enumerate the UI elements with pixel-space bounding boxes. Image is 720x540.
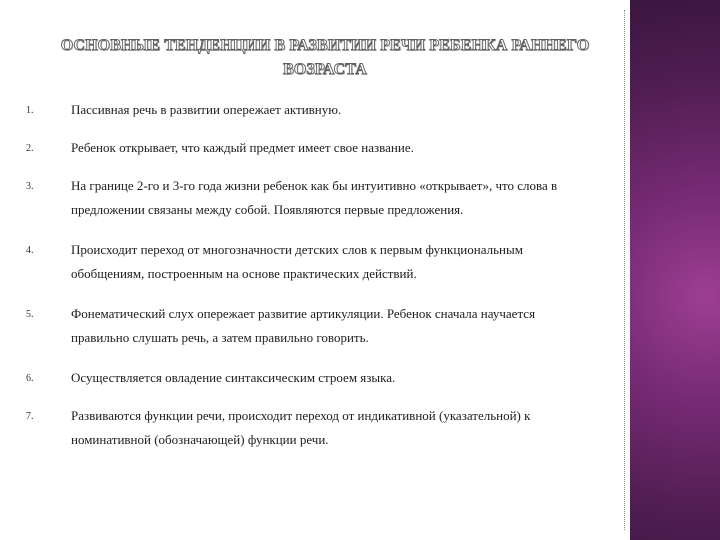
list-number-3: 3. (26, 181, 34, 192)
list-text-4: Происходит переход от многозначности детских слов к первым функциональным обобщениям, построенным на основе практических действий. (71, 242, 523, 281)
list-item-2 (26, 136, 591, 160)
list-text-6: Осуществляется овладение синтаксическим строем языка. (71, 370, 396, 385)
slide-title: ОСНОВНЫЕ ТЕНДЕНЦИИ В РАЗВИТИИ РЕЧИ РЕБЕНКА РАННЕГО ВОЗРАСТА (60, 37, 590, 78)
list-number-5: 5. (26, 309, 34, 320)
list-item-4 (26, 238, 591, 286)
dotted-divider (624, 10, 625, 530)
list-item-1 (26, 98, 591, 122)
purple-side-band (630, 0, 720, 540)
list-text-3: На границе 2-го и 3-го года жизни ребенок как бы интуитивно «открывает», что слова в предложении связаны между собой. Появляются первые предложения. (71, 178, 558, 217)
trends-list (26, 98, 591, 452)
list-item-5 (26, 302, 591, 350)
list-text-5: Фонематический слух опережает развитие артикуляции. Ребенок сначала научается правильно слушать речь, а затем правильно говорить. (71, 306, 536, 345)
list-number-6: 6. (26, 373, 34, 384)
list-text-7: Развиваются функции речи, происходит переход от индикативной (указательной) к номинативной (обозначающей) функции речи. (71, 408, 531, 447)
list-item-3 (26, 174, 591, 222)
list-item-7 (26, 404, 591, 452)
list-number-2: 2. (26, 143, 34, 154)
list-number-1: 1. (26, 105, 34, 116)
list-text-1: Пассивная речь в развитии опережает активную. (71, 102, 342, 117)
list-number-4: 4. (26, 245, 34, 256)
list-number-7: 7. (26, 411, 34, 422)
list-text-2: Ребенок открывает, что каждый предмет имеет свое название. (71, 140, 414, 155)
list-item-6 (26, 366, 591, 390)
